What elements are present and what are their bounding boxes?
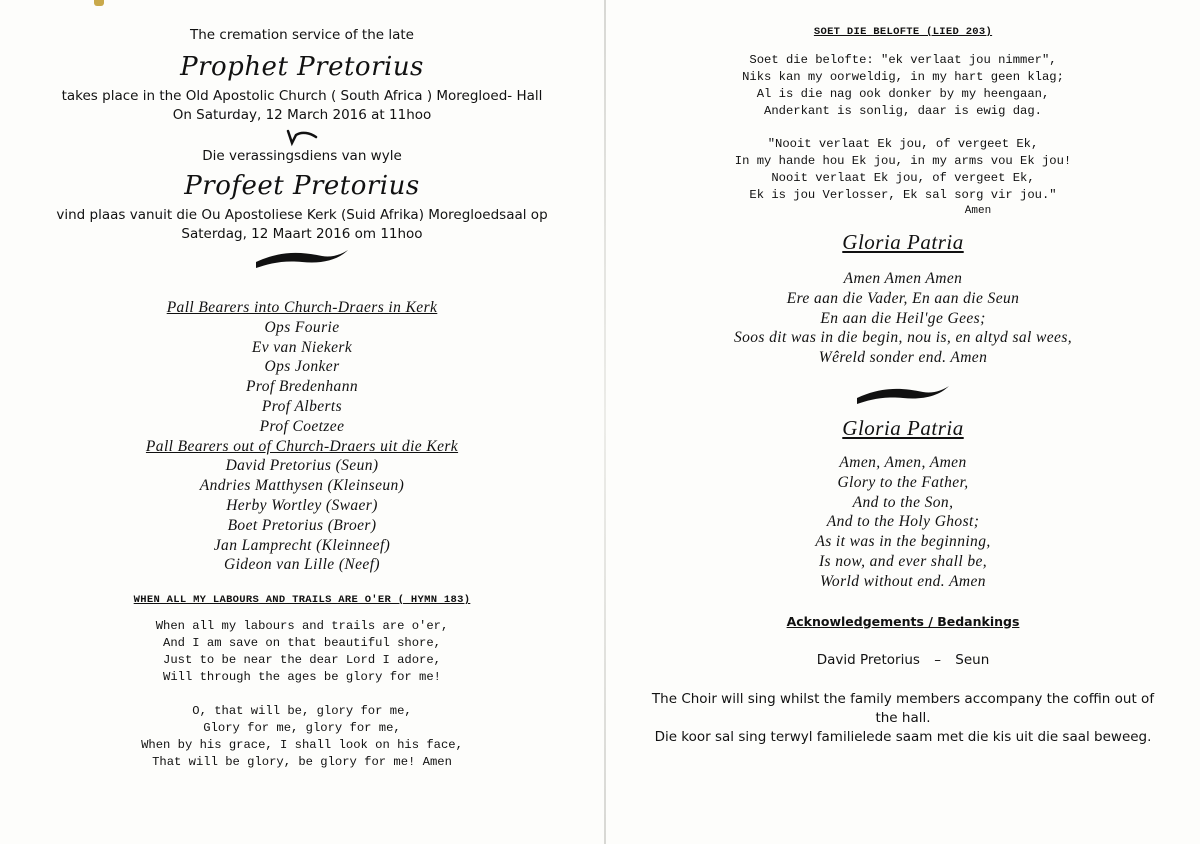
hymn-line: When all my labours and trails are o'er, xyxy=(155,619,449,634)
hymn-line: Just to be near the dear Lord I adore, xyxy=(163,653,441,668)
gloria-line: And to the Holy Ghost; xyxy=(826,513,980,531)
intro-line-2: takes place in the Old Apostolic Church ( South Africa ) Moregloed- Hall xyxy=(61,88,543,104)
lied-line: Al is die nag ook donker by my heengaan, xyxy=(756,87,1050,101)
pall-bearers-out-list xyxy=(0,456,604,575)
list-item: Herby Wortley (Swaer) xyxy=(226,496,378,514)
list-item: Prof Alberts xyxy=(261,397,343,415)
ack-relation: Seun xyxy=(955,651,990,668)
gloria-line: As it was in the beginning, xyxy=(815,533,991,551)
lied-line: Niks kan my oorweldig, in my hart geen klag; xyxy=(742,70,1064,84)
hymn-line: O, that will be, glory for me, xyxy=(192,704,412,719)
intro-line-3: On Saturday, 12 March 2016 at 11hoo xyxy=(172,107,432,123)
gloria-line: Amen Amen Amen xyxy=(843,270,963,287)
list-item: Gideon van Lille (Neef) xyxy=(224,556,380,574)
list-item: Prof Bredenhann xyxy=(245,378,359,396)
gloria-line: Is now, and ever shall be, xyxy=(818,552,988,570)
hymn-verse-2 xyxy=(0,703,604,771)
gloria-patria-af-text xyxy=(606,269,1200,368)
gloria-line: World without end. Amen xyxy=(820,572,986,590)
gloria-patria-en-text xyxy=(606,453,1200,592)
pall-bearers-in-heading: Pall Bearers into Church-Draers in Kerk xyxy=(166,299,438,316)
acknowledgement-entry xyxy=(606,651,1200,670)
lied-title: SOET DIE BELOFTE (LIED 203) xyxy=(813,26,993,38)
gloria-line: Wêreld sonder end. Amen xyxy=(818,349,988,367)
hymn-verse-1 xyxy=(0,618,604,686)
hymn-line: That will be glory, be glory for me! Amen xyxy=(152,755,452,770)
gloria-line: And to the Son, xyxy=(852,493,954,511)
closing-en-line-2: the hall. xyxy=(875,709,931,726)
gloria-patria-af-title: Gloria Patria xyxy=(842,230,964,254)
lied-verse-2 xyxy=(606,136,1200,218)
closing-af-line: Die koor sal sing terwyl familielede saam met die kis uit die saal beweeg. xyxy=(654,728,1152,745)
lied-amen: Amen xyxy=(964,205,992,217)
intro-line-1: The cremation service of the late xyxy=(190,27,414,43)
gloria-line: En aan die Heil'ge Gees; xyxy=(820,309,986,327)
lied-line: In my hande hou Ek jou, in my arms vou Ek jou! xyxy=(734,154,1072,168)
list-item: Boet Pretorius (Broer) xyxy=(227,516,377,534)
list-item: Jan Lamprecht (Kleinneef) xyxy=(213,536,391,554)
gloria-line: Soos dit was in die begin, nou is, en altyd sal wees, xyxy=(733,329,1073,347)
right-page xyxy=(606,0,1200,844)
list-item: Prof Coetzee xyxy=(259,417,345,435)
gloria-line: Glory to the Father, xyxy=(837,473,969,491)
closing-en-line-1: The Choir will sing whilst the family members accompany the coffin out of xyxy=(651,690,1155,707)
intro-line-4: Die verassingsdiens van wyle xyxy=(202,148,402,164)
lied-line: Soet die belofte: "ek verlaat jou nimmer", xyxy=(749,53,1057,67)
pall-bearers-in-list xyxy=(0,318,604,437)
ack-dash: – xyxy=(934,651,941,668)
intro-line-6: Saterdag, 12 Maart 2016 om 11hoo xyxy=(181,226,423,242)
gloria-line: Amen, Amen, Amen xyxy=(839,453,967,471)
hymn-title: WHEN ALL MY LABOURS AND TRAILS ARE O'ER ( HYMN 183) xyxy=(133,594,471,607)
deceased-name-en: Prophet Pretorius xyxy=(180,52,424,82)
ack-person: David Pretorius xyxy=(816,651,920,668)
small-flourish-icon xyxy=(282,127,322,147)
list-item: Ops Jonker xyxy=(264,358,340,376)
list-item: Ops Fourie xyxy=(264,318,340,336)
deceased-name-af: Profeet Pretorius xyxy=(184,171,420,201)
pall-bearers-out-heading: Pall Bearers out of Church-Draers uit die Kerk xyxy=(145,437,459,455)
gloria-patria-en-title: Gloria Patria xyxy=(842,415,964,440)
lied-line: "Nooit verlaat Ek jou, of vergeet Ek, xyxy=(767,137,1039,151)
hymn-line: And I am save on that beautiful shore, xyxy=(163,636,441,651)
hymn-line: Glory for me, glory for me, xyxy=(203,721,401,736)
swoosh-flourish-icon xyxy=(252,246,352,270)
hymn-line: Will through the ages be glory for me! xyxy=(163,670,441,685)
lied-verse-1 xyxy=(606,52,1200,120)
acknowledgements-heading: Acknowledgements / Bedankings xyxy=(786,613,1020,629)
intro-line-5: vind plaas vanuit die Ou Apostoliese Kerk (Suid Afrika) Moregloedsaal op xyxy=(56,207,548,223)
list-item: Ev van Niekerk xyxy=(251,338,353,356)
swoosh-flourish-icon xyxy=(853,382,953,406)
hymn-line: When by his grace, I shall look on his face, xyxy=(141,738,463,753)
list-item: Andries Matthysen (Kleinseun) xyxy=(199,477,405,495)
gloria-line: Ere aan die Vader, En aan die Seun xyxy=(786,289,1020,307)
lied-line: Anderkant is sonlig, daar is ewig dag. xyxy=(764,104,1042,118)
lied-line: Ek is jou Verlosser, Ek sal sorg vir jou." xyxy=(749,188,1057,202)
lied-line: Nooit verlaat Ek jou, of vergeet Ek, xyxy=(771,171,1035,185)
list-item: David Pretorius (Seun) xyxy=(225,457,379,475)
